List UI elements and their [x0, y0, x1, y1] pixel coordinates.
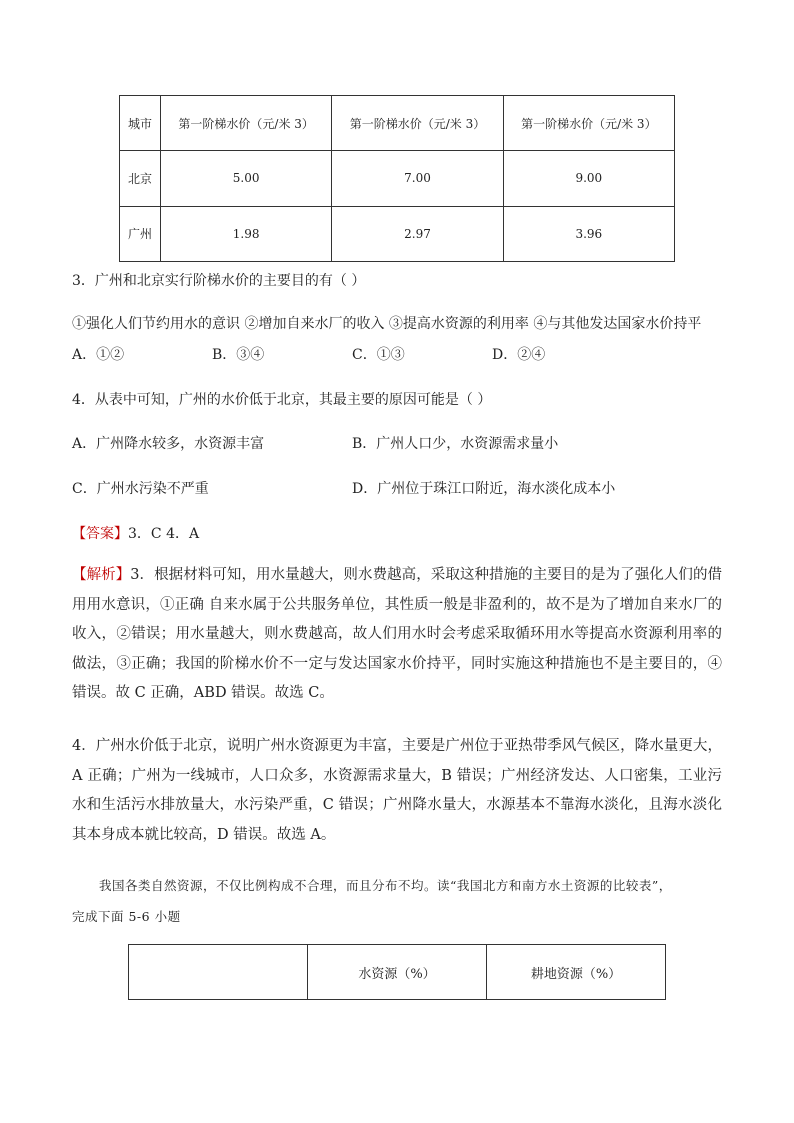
- question-4-option-a: A．广州降水较多，水资源丰富: [72, 436, 265, 452]
- analysis-label: 【解析】: [72, 567, 131, 583]
- header-cell: 第一阶梯水价（元/米 3）: [332, 96, 503, 151]
- table-cell: 5.00: [161, 151, 332, 206]
- table-cell: 7.00: [332, 151, 503, 206]
- question-3-items: ①强化人们节约用水的意识 ②增加自来水厂的收入 ③提高水资源的利用率 ④与其他发达国家水价持平: [72, 316, 702, 332]
- analysis-paragraph-1: [72, 561, 722, 709]
- answer-text: 3．C 4．A: [128, 526, 200, 542]
- header-cell: [129, 945, 308, 1000]
- header-cell: 水资源（%）: [308, 945, 487, 1000]
- table-row: [120, 151, 675, 206]
- question-4-stem: 4．从表中可知，广州的水价低于北京，其最主要的原因可能是（ ）: [72, 392, 492, 408]
- question-3-option-c: C．①③: [352, 347, 405, 363]
- header-cell: 耕地资源（%）: [487, 945, 666, 1000]
- question-4-option-b: B．广州人口少，水资源需求量小: [352, 436, 559, 452]
- table-cell: 2.97: [332, 206, 503, 261]
- table-row: [120, 206, 675, 261]
- question-3-option-b: B．③④: [212, 347, 265, 363]
- analysis-text-1: 3．根据材料可知，用水量越大，则水费越高，采取这种措施的主要目的是为了强化人们的借用用水意识，①正确 自来水属于公共服务单位，其性质一般是非盈利的，故不是为了增加自来水厂的收入，②错误；用水量越大，则水费越高，故人们用水时会考虑采取循环用水等提高水资源利用率的做法，③正确；我国的阶梯水价不一定与发达国家水价持平，同时实施这种措施也不是主要目的，④错误。故 C 正确，ABD 错误。故选 C。: [72, 567, 723, 701]
- table-cell: 北京: [120, 151, 161, 206]
- question-4-option-c: C．广州水污染不严重: [72, 481, 209, 497]
- analysis-paragraph-2: 4．广州水价低于北京，说明广州水资源更为丰富，主要是广州位于亚热带季风气候区，降水量更大，A 正确；广州为一线城市，人口众多，水资源需求量大，B 错误；广州经济发达、人口密集，工业污水和生活污水排放量大，水污染严重，C 错误；广州降水量大，水源基本不靠海水淡化，且海水淡化其本身成本就比较高，D 错误。故选 A。: [72, 738, 722, 843]
- question-3-stem: 3．广州和北京实行阶梯水价的主要目的有（ ）: [72, 273, 366, 289]
- table-cell: 广州: [120, 206, 161, 261]
- water-price-table: [119, 95, 675, 262]
- header-cell: 第一阶梯水价（元/米 3）: [161, 96, 332, 151]
- header-cell: 城市: [120, 96, 161, 151]
- table-header-row: [129, 945, 666, 1000]
- intro-line-1: 我国各类自然资源，不仅比例构成不合理，而且分布不均。读“我国北方和南方水土资源的比较表”，: [99, 878, 672, 893]
- answer-line: [72, 523, 199, 543]
- table-header-row: [120, 96, 675, 151]
- answer-label: 【答案】: [72, 526, 128, 542]
- table-cell: 1.98: [161, 206, 332, 261]
- table-cell: 3.96: [503, 206, 674, 261]
- resource-comparison-table: [128, 944, 666, 1000]
- question-3-option-d: D．②④: [492, 347, 546, 363]
- intro-line-2: 完成下面 5-6 小题: [72, 909, 181, 924]
- header-cell: 第一阶梯水价（元/米 3）: [503, 96, 674, 151]
- table-cell: 9.00: [503, 151, 674, 206]
- question-3-option-a: A．①②: [72, 347, 125, 363]
- question-4-option-d: D．广州位于珠江口附近，海水淡化成本小: [352, 481, 616, 497]
